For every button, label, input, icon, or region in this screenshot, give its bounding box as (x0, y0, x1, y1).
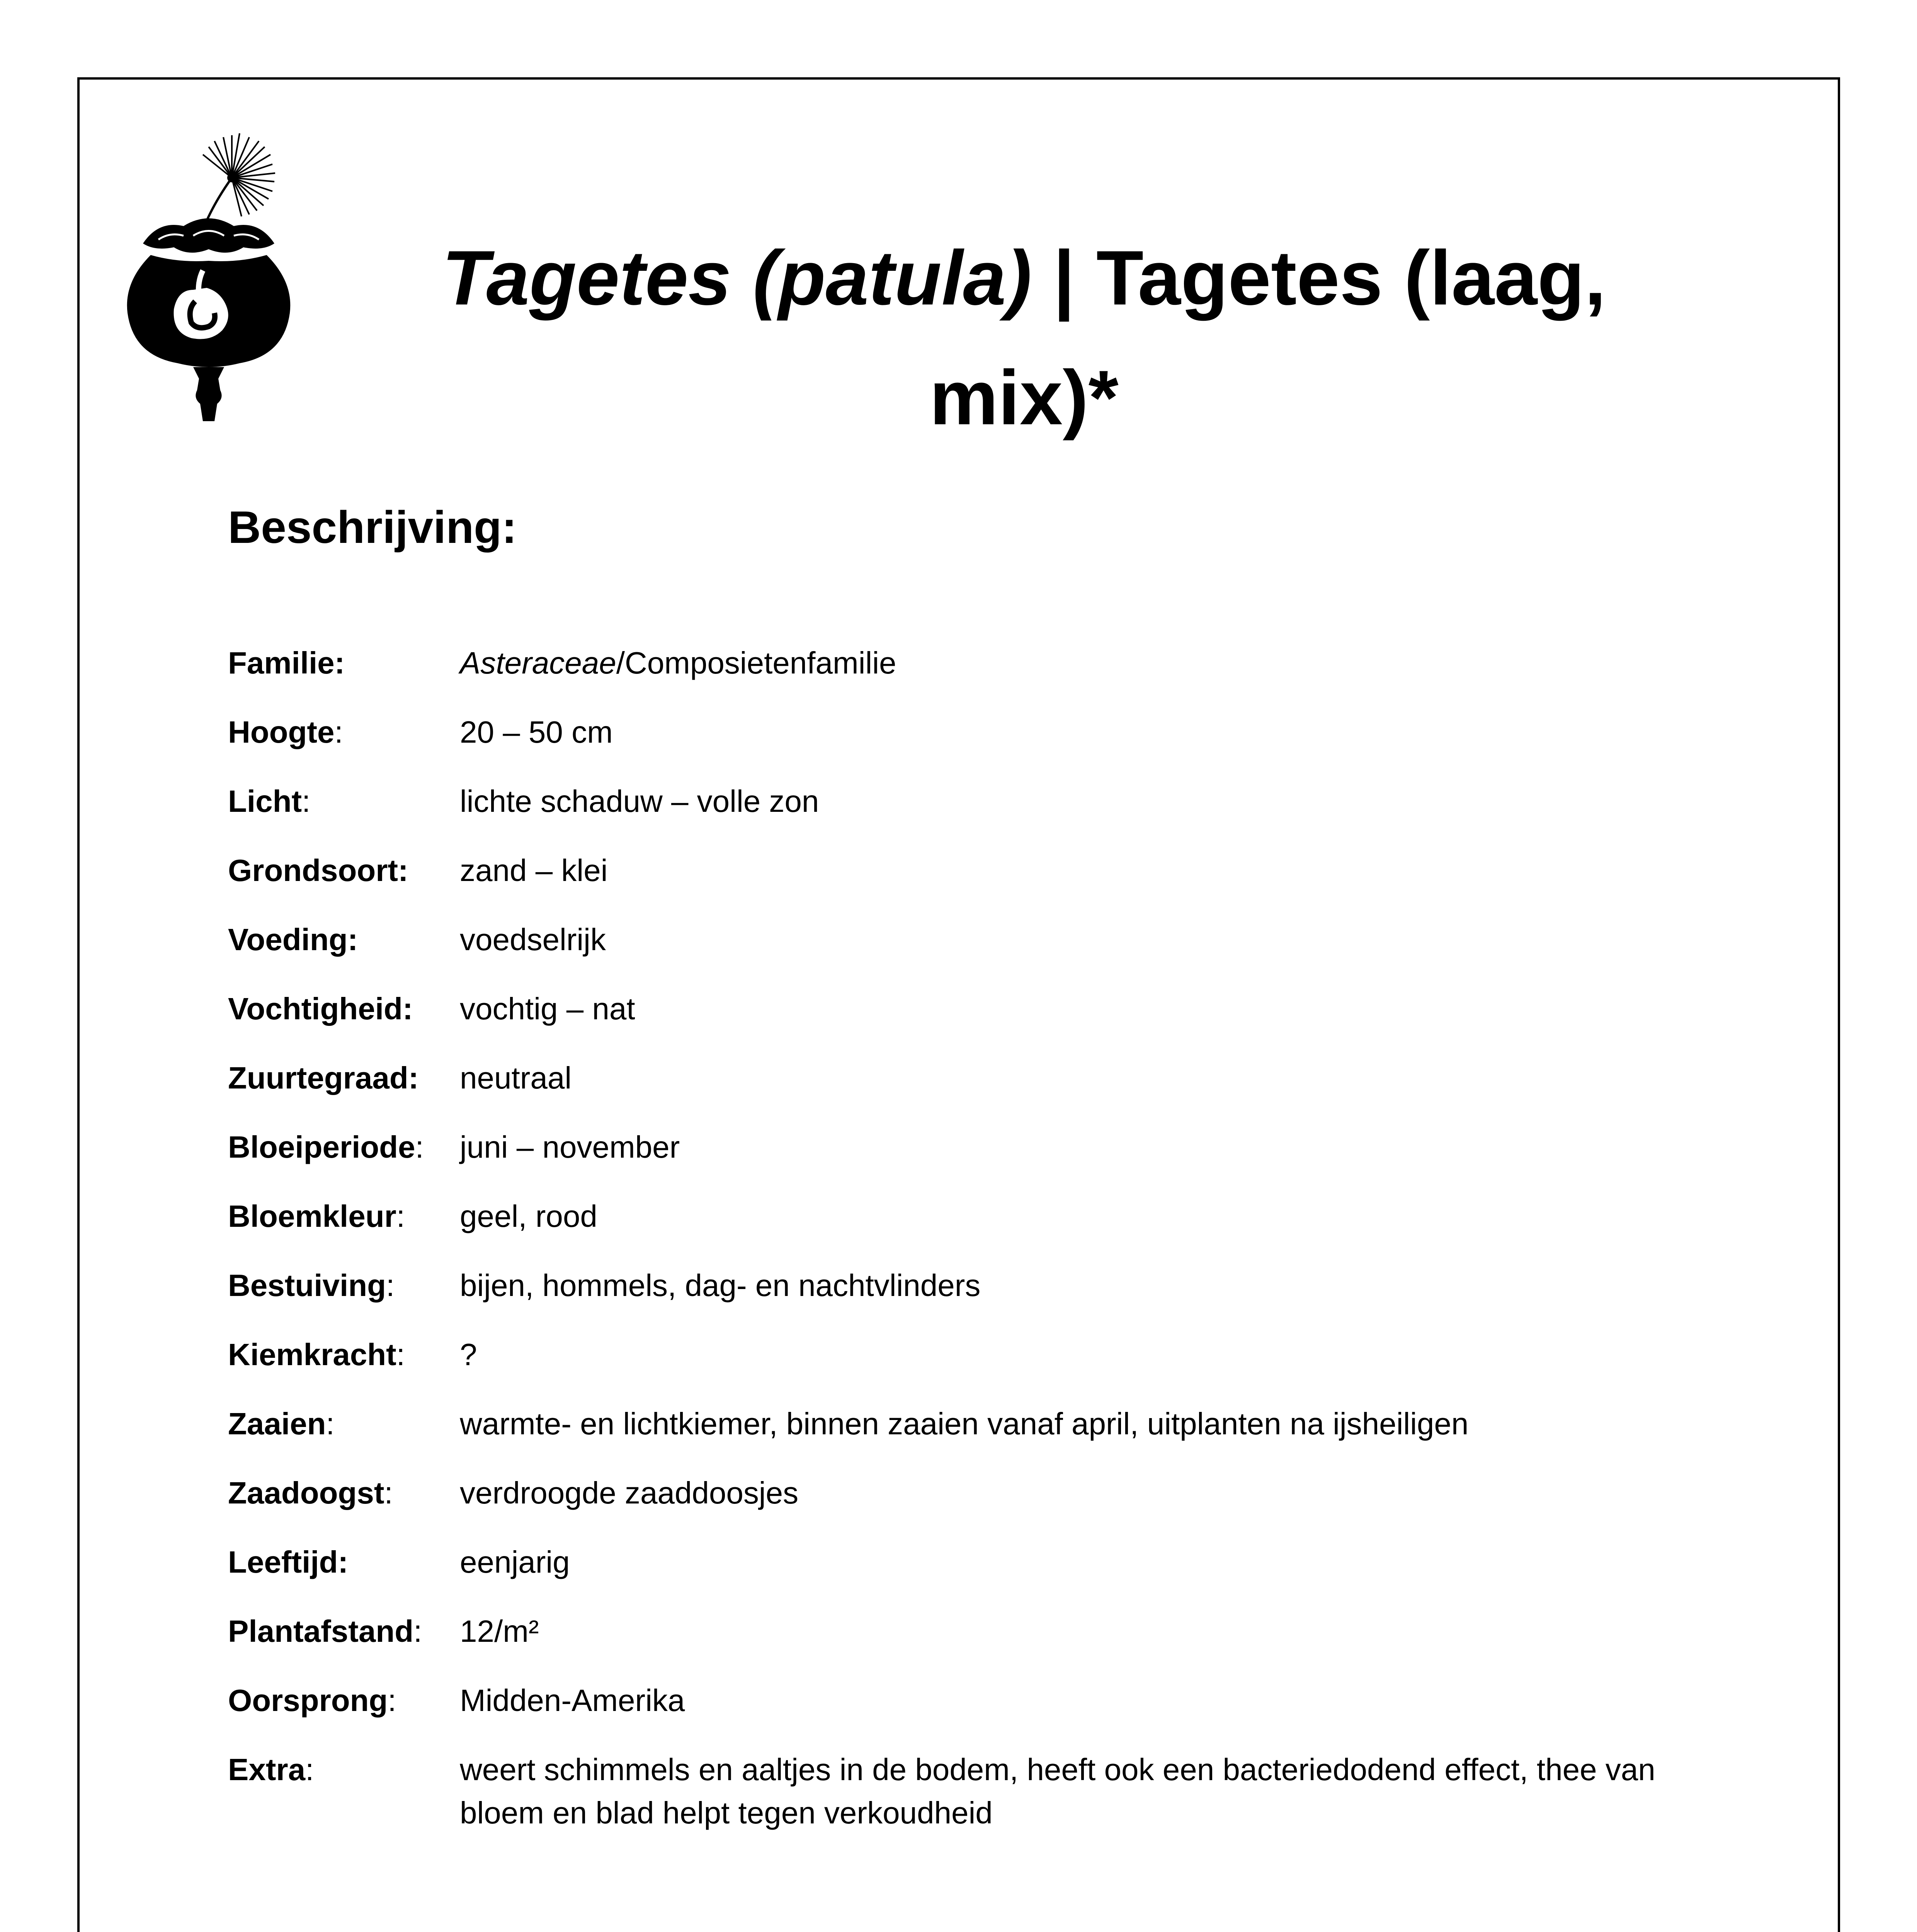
property-value (460, 1610, 1735, 1653)
dandelion-puff-icon (203, 133, 275, 230)
property-label-colon: : (415, 1130, 424, 1164)
property-label-colon: : (347, 922, 358, 957)
property-label (228, 1126, 460, 1169)
property-label-text: Voeding (228, 922, 348, 957)
property-label (228, 1264, 460, 1307)
property-label-text: Plantafstand (228, 1614, 414, 1648)
property-value (460, 1679, 1735, 1722)
property-row (228, 1333, 1735, 1376)
property-label-text: Hoogte (228, 715, 335, 749)
property-value (460, 987, 1735, 1031)
property-row (228, 1264, 1735, 1307)
property-value (460, 1402, 1735, 1446)
property-value-text: zand – klei (460, 853, 608, 888)
property-value-text: Midden-Amerika (460, 1683, 685, 1718)
property-value-text: /Composietenfamilie (616, 646, 896, 680)
property-value (460, 1195, 1735, 1238)
property-label-colon: : (334, 715, 343, 749)
property-label (228, 1679, 460, 1722)
property-label-colon: : (396, 1337, 405, 1372)
property-label-text: Bestuiving (228, 1268, 386, 1303)
title-common-name: Tagetes (laag, mix)* (929, 235, 1606, 441)
property-label (228, 1610, 460, 1653)
property-value (460, 918, 1735, 961)
property-label-colon: : (413, 1614, 422, 1648)
property-label (228, 1471, 460, 1515)
property-value (460, 641, 1735, 685)
property-value (460, 849, 1735, 892)
property-label-colon: : (386, 1268, 395, 1303)
property-value-text: juni – november (460, 1130, 680, 1164)
property-row (228, 1471, 1735, 1515)
property-label (228, 918, 460, 961)
property-label-colon: : (398, 853, 408, 888)
property-row (228, 1610, 1735, 1653)
property-list (228, 641, 1735, 1835)
property-value (460, 780, 1735, 823)
property-label-colon: : (408, 1061, 419, 1095)
property-label-colon: : (402, 992, 413, 1026)
property-value (460, 1471, 1735, 1515)
property-value (460, 1541, 1735, 1584)
property-label (228, 1748, 460, 1835)
property-value-text: ? (460, 1337, 477, 1372)
property-label-colon: : (338, 1545, 349, 1579)
property-value-text: eenjarig (460, 1545, 570, 1579)
property-label (228, 1333, 460, 1376)
property-label (228, 1541, 460, 1584)
property-row (228, 1195, 1735, 1238)
property-value (460, 1264, 1735, 1307)
property-value (460, 1333, 1735, 1376)
property-label-text: Grondsoort (228, 853, 398, 888)
property-value-text: 20 – 50 cm (460, 715, 613, 749)
property-label-text: Bloeiperiode (228, 1130, 415, 1164)
property-value-text: weert schimmels en aaltjes in de bodem, heeft ook een bacteriedodend effect, thee van bloem en blad helpt tegen verkoudheid (460, 1752, 1655, 1830)
property-label-text: Licht (228, 784, 302, 818)
property-label-colon: : (302, 784, 311, 818)
property-label-colon: : (305, 1752, 314, 1787)
property-label (228, 711, 460, 754)
property-row (228, 1748, 1735, 1835)
property-row (228, 1541, 1735, 1584)
property-label-text: Extra (228, 1752, 306, 1787)
property-label (228, 849, 460, 892)
property-label (228, 987, 460, 1031)
property-row (228, 780, 1735, 823)
property-value (460, 711, 1735, 754)
property-row (228, 849, 1735, 892)
property-label-text: Oorsprong (228, 1683, 388, 1718)
property-row (228, 1679, 1735, 1722)
property-value-text: neutraal (460, 1061, 572, 1095)
property-label-colon: : (326, 1406, 335, 1441)
property-label-text: Zaaien (228, 1406, 326, 1441)
section-heading-label: Beschrijving (228, 502, 502, 553)
property-label-colon: : (334, 646, 345, 680)
property-value-text: verdroogde zaaddoosjes (460, 1476, 799, 1510)
property-row (228, 711, 1735, 754)
property-row (228, 987, 1735, 1031)
property-value-text: warmte- en lichtkiemer, binnen zaaien vanaf april, uitplanten na ijsheiligen (460, 1406, 1469, 1441)
property-label-text: Vochtigheid (228, 992, 403, 1026)
property-label (228, 1056, 460, 1100)
property-value (460, 1748, 1735, 1835)
property-value-text: voedselrijk (460, 922, 606, 957)
property-label-text: Kiemkracht (228, 1337, 396, 1372)
property-label-text: Leeftijd (228, 1545, 338, 1579)
property-label (228, 641, 460, 685)
property-label-colon: : (388, 1683, 396, 1718)
property-value-text: 12/m² (460, 1614, 539, 1648)
title-scientific-name: Tagetes (patula) (442, 235, 1032, 321)
property-label-text: Bloemkleur (228, 1199, 396, 1233)
property-label (228, 1402, 460, 1446)
property-row (228, 1126, 1735, 1169)
property-value (460, 1056, 1735, 1100)
property-label-text: Zuurtegraad (228, 1061, 408, 1095)
property-value (460, 1126, 1735, 1169)
property-row (228, 1402, 1735, 1446)
property-value-text: vochtig – nat (460, 992, 635, 1026)
property-label-colon: : (384, 1476, 393, 1510)
property-value-text: geel, rood (460, 1199, 597, 1233)
property-label (228, 780, 460, 823)
poppy-seedpod-logo-icon (116, 128, 301, 421)
property-row (228, 918, 1735, 961)
section-heading-colon: : (502, 502, 517, 553)
property-row (228, 1056, 1735, 1100)
property-row (228, 641, 1735, 685)
property-label-text: Zaadoogst (228, 1476, 384, 1510)
property-value-italic: Asteraceae (460, 646, 616, 680)
section-heading (228, 498, 517, 556)
page-title (340, 218, 1708, 458)
title-separator: | (1032, 235, 1097, 321)
property-label (228, 1195, 460, 1238)
property-value-text: bijen, hommels, dag- en nachtvlinders (460, 1268, 981, 1303)
property-label-colon: : (396, 1199, 405, 1233)
property-label-text: Familie (228, 646, 335, 680)
property-value-text: lichte schaduw – volle zon (460, 784, 819, 818)
